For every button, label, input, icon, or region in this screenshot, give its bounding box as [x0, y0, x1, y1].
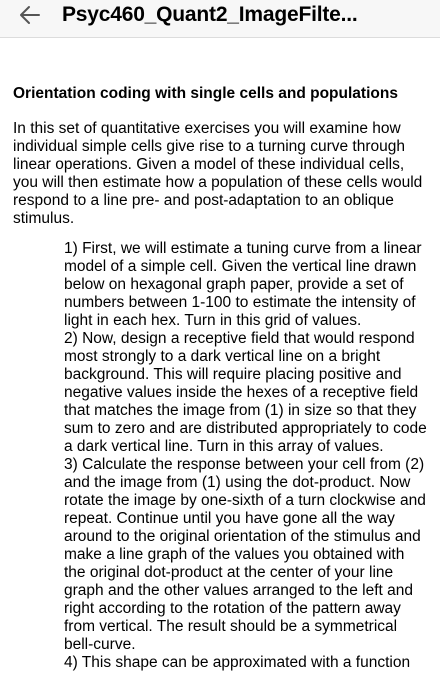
top-bar: [0, 0, 440, 38]
arrow-left-icon: [19, 5, 41, 25]
back-button[interactable]: [10, 0, 50, 33]
steps-list: [64, 240, 428, 672]
section-heading: Orientation coding with single cells and populations: [13, 85, 398, 102]
intro-paragraph: In this set of quantitative exercises you will examine how individual simple cells give rise to a turning curve through linear operations. Given a model of these individual cells, you will then estimate how a population of these cells would respond to a line pre- and post-adaptation to an oblique stimulus.: [13, 120, 423, 227]
step-2: 2) Now, design a receptive field that would respond most strongly to a dark vertical line on a bright background. This will require placing positive and negative values inside the hexes of a receptive field that matches the image from (1) in size so that they sum to zero and are distributed appropriately to code a dark vertical line. Turn in this array of values.: [64, 330, 427, 455]
document-body: [13, 84, 431, 672]
step-1: 1) First, we will estimate a tuning curve from a linear model of a simple cell. Given the vertical line drawn below on hexagonal graph paper, provide a set of numbers between 1-100 to estimate the intensity of light in each hex. Turn in this grid of values.: [64, 240, 422, 329]
step-4: 4) This shape can be approximated with a function: [64, 654, 411, 671]
document-title: Psyc460_Quant2_ImageFilte...: [62, 2, 358, 26]
step-3: 3) Calculate the response between your cell from (2) and the image from (1) using the dot-product. Now rotate the image by one-sixth of a turn clockwise and repeat. Continue until you have gone all the way around to the original orientation of the stimulus and make a line graph of the values you obtained with the original dot-product at the center of your line graph and the other values arranged to the left and right according to the rotation of the pattern away from vertical. The result should be a symmetrical bell-curve.: [64, 456, 426, 653]
